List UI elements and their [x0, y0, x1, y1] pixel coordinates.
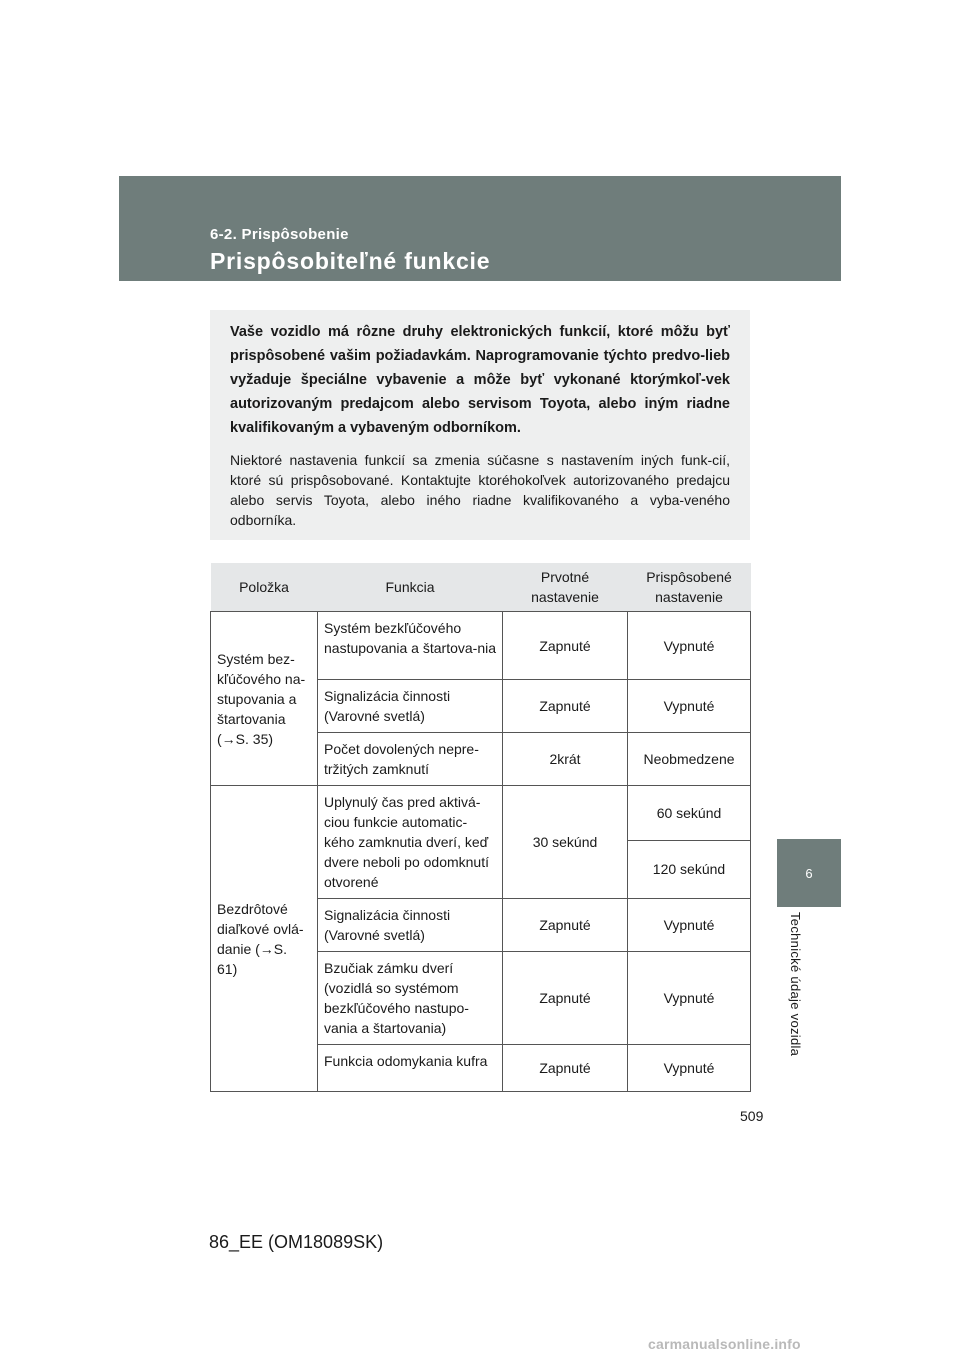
initial-cell: 30 sekúnd: [503, 786, 628, 899]
header-item: Položka: [211, 563, 318, 612]
initial-cell: Zapnuté: [503, 1045, 628, 1092]
document-code: 86_EE (OM18089SK): [209, 1232, 384, 1252]
function-cell: Systém bezkľúčového nastupovania a štartova-nia: [318, 612, 503, 680]
custom-cell: 120 sekúnd: [628, 840, 751, 898]
header-custom-setting: Prispôsobené nastavenie: [628, 563, 751, 612]
settings-table: [210, 563, 751, 1092]
custom-cell: Vypnuté: [628, 680, 751, 733]
function-cell: Bzučiak zámku dverí (vozidlá so systémom bezkľúčového nastupo-vania a štartovania): [318, 952, 503, 1045]
watermark: carmanualsonline.info: [648, 1336, 801, 1352]
table-row: [211, 786, 751, 841]
function-cell: Signalizácia činnosti (Varovné svetlá): [318, 899, 503, 952]
page-number: 509: [740, 1108, 764, 1124]
table-row: [211, 612, 751, 680]
initial-cell: Zapnuté: [503, 612, 628, 680]
chapter-number: 6: [805, 865, 813, 881]
settings-table-wrap: [210, 563, 750, 1092]
header-initial-setting: Prvotné nastavenie: [503, 563, 628, 612]
function-cell: Signalizácia činnosti (Varovné svetlá): [318, 680, 503, 733]
custom-cell: Vypnuté: [628, 612, 751, 680]
initial-cell: Zapnuté: [503, 952, 628, 1045]
custom-cell: 60 sekúnd: [628, 786, 751, 841]
initial-cell: Zapnuté: [503, 899, 628, 952]
chapter-title: Technické údaje vozidla: [788, 912, 803, 1057]
table-header-row: [211, 563, 751, 612]
intro-box: [210, 310, 750, 540]
custom-cell: Vypnuté: [628, 952, 751, 1045]
item-cell: Bezdrôtové diaľkové ovlá-danie (→S. 61): [211, 786, 318, 1092]
item-cell: Systém bez-kľúčového na-stupovania a štartovania (→S. 35): [211, 612, 318, 786]
custom-cell: Neobmedzene: [628, 733, 751, 786]
chapter-tab[interactable]: [777, 839, 841, 907]
section-label: 6-2. Prispôsobenie: [210, 226, 349, 243]
custom-cell: Vypnuté: [628, 899, 751, 952]
function-cell: Uplynulý čas pred aktivá-ciou funkcie automatic-kého zamknutia dverí, keď dvere neboli po odomknutí otvorené: [318, 786, 503, 899]
intro-bold-text: Vaše vozidlo má rôzne druhy elektronických funkcií, ktoré môžu byť prispôsobené vašim požiadavkám. Naprogramovanie týchto predvo-lieb vyžaduje špeciálne vybavenie a môže byť vykonané ktorýmkoľ-vek autorizovaným predajcom alebo servisom Toyota, alebo iným riadne kvalifikovaným a vybaveným odborníkom.: [230, 324, 730, 436]
header-function: Funkcia: [318, 563, 503, 612]
function-cell: Počet dovolených nepre-tržitých zamknutí: [318, 733, 503, 786]
initial-cell: Zapnuté: [503, 680, 628, 733]
initial-cell: 2krát: [503, 733, 628, 786]
page-title: Prispôsobiteľné funkcie: [210, 248, 491, 274]
function-cell: Funkcia odomykania kufra: [318, 1045, 503, 1092]
custom-cell: Vypnuté: [628, 1045, 751, 1092]
intro-note-text: Niektoré nastavenia funkcií sa zmenia súčasne s nastavením iných funk-cií, ktoré sú prispôsobované. Kontaktujte ktoréhokoľvek autorizovaného predajcu alebo servis Toyota, alebo iného riadne kvalifikovaného a vyba-veného odborníka.: [230, 452, 730, 528]
